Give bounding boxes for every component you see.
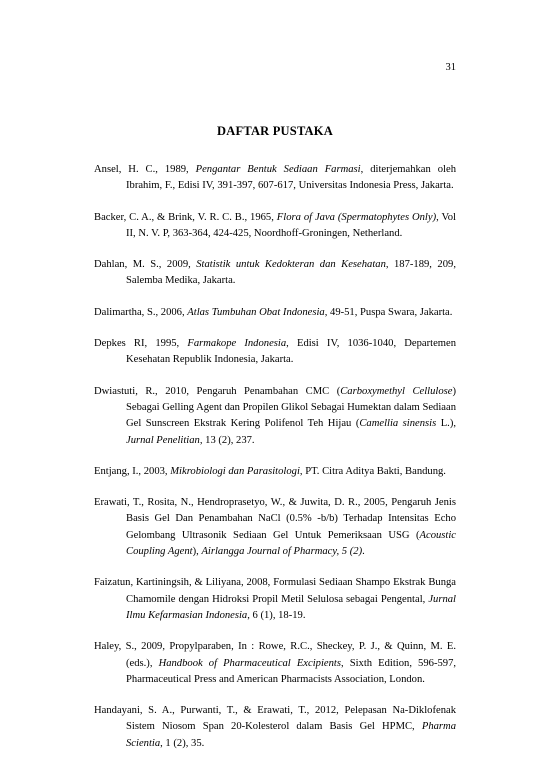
reference-entry <box>94 639 456 688</box>
reference-entry <box>94 464 456 480</box>
reference-text: Dalimartha, S., 2006, <box>94 306 188 318</box>
reference-text: Depkes RI, 1995, <box>94 338 188 350</box>
reference-text: , 49-51, Puspa Swara, Jakarta. <box>324 306 453 318</box>
reference-text: , PT. Citra Aditya Bakti, Bandung. <box>299 465 446 477</box>
reference-text: L.), <box>436 418 456 430</box>
reference-entry <box>94 257 456 290</box>
reference-entry <box>94 495 456 560</box>
reference-entry <box>94 305 456 321</box>
reference-italic-text: Statistik untuk Kedokteran dan Kesehatan <box>196 259 386 271</box>
reference-text: ), <box>192 546 202 558</box>
reference-italic-text: Pengantar Bentuk Sediaan Farmasi <box>195 164 361 175</box>
reference-entry <box>94 162 456 195</box>
reference-text: Handayani, S. A., Purwanti, T., & Erawati, T., 2012, Pelepasan Na-Diklofenak Sistem Niosom Span 20-Kolesterol dalam Basis Gel HPMC, <box>94 705 456 733</box>
reference-text: Faizatun, Kartiningsih, & Liliyana, 2008, Formulasi Sediaan Shampo Ekstrak Bunga Chamomile dengan Hidroksi Propil Metil Selulosa sebagai Pengental, <box>94 577 456 605</box>
reference-text: Erawati, T., Rosita, N., Hendroprasetyo, W., & Juwita, D. R., 2005, Pengaruh Jenis Basis Gel Dan Penambahan NaCl (0.5% -b/b) Terhadap Intensitas Echo Gelombang Ultrasonik Sediaan Gel Untuk Pemeriksaan USG ( <box>94 497 456 541</box>
reference-italic-text: Farmakope Indonesia <box>187 338 287 350</box>
page-number: 31 <box>445 62 456 73</box>
reference-entry <box>94 210 456 243</box>
reference-italic-text: Atlas Tumbuhan Obat Indonesia <box>187 306 325 318</box>
reference-text: , 1 (2), 35. <box>160 737 205 749</box>
reference-italic-text: Handbook of Pharmaceutical Excipients <box>158 657 341 669</box>
reference-text: Dahlan, M. S., 2009, <box>94 259 197 271</box>
reference-italic-text: Flora of Java (Spermatophytes Only) <box>276 211 437 223</box>
reference-text: , Edisi IV, 1036-1040, Departemen Kesehatan Republik Indonesia, Jakarta. <box>126 338 457 366</box>
reference-text: Entjang, I., 2003, <box>94 465 171 477</box>
reference-text: ) Sebagai Gelling Agent dan Propilen Glikol Sebagai Humektan dalam Sediaan Gel Sunscreen Ekstrak Kering Polifenol Teh Hijau ( <box>126 385 456 430</box>
reference-list <box>94 162 456 767</box>
reference-text: 13 (2), 237. <box>202 434 255 446</box>
reference-text: . <box>362 546 365 558</box>
reference-italic-text: Carboxymethyl Cellulose <box>340 385 453 397</box>
reference-text: Backer, C. A., & Brink, V. R. C. B., 1965, <box>94 211 277 223</box>
reference-entry <box>94 384 456 449</box>
reference-italic-text: Airlangga Journal of Pharmacy, 5 (2) <box>201 546 363 558</box>
reference-text: , diterjemahkan oleh Ibrahim, F., Edisi IV, 391-397, 607-617, Universitas Indonesia Press, Jakarta. <box>126 164 456 192</box>
reference-text: Dwiastuti, R., 2010, Pengaruh Penambahan CMC ( <box>94 385 341 397</box>
reference-text: Ansel, H. C., 1989, <box>94 164 196 175</box>
page-title: DAFTAR PUSTAKA <box>217 124 333 138</box>
reference-entry <box>94 575 456 624</box>
reference-entry <box>94 336 456 369</box>
reference-text: , Sixth Edition, 596-597, Pharmaceutical Press and American Pharmacists Association, London. <box>126 657 457 685</box>
reference-italic-text: Mikrobiologi dan Parasitologi <box>170 465 300 477</box>
reference-italic-text: Camellia sinensis <box>359 418 437 430</box>
reference-italic-text: Jurnal Ilmu Kefarmasian Indonesia <box>126 593 456 621</box>
reference-entry <box>94 703 456 752</box>
reference-text: , Vol II, N. V. P, 363-364, 424-425, Noordhoff-Groningen, Netherland. <box>126 211 456 239</box>
reference-text: Haley, S., 2009, Propylparaben, In : Rowe, R.C., Sheckey, P. J., & Quinn, M. E. (eds.), <box>94 641 456 669</box>
reference-text: , 6 (1), 18-19. <box>247 609 306 621</box>
reference-italic-text: Acoustic Coupling Agent <box>126 529 456 558</box>
reference-italic-text: Jurnal Penelitian, <box>126 434 203 446</box>
reference-italic-text: Pharma Scientia <box>126 721 456 749</box>
reference-text: , 187-189, 209, Salemba Medika, Jakarta. <box>126 259 456 287</box>
